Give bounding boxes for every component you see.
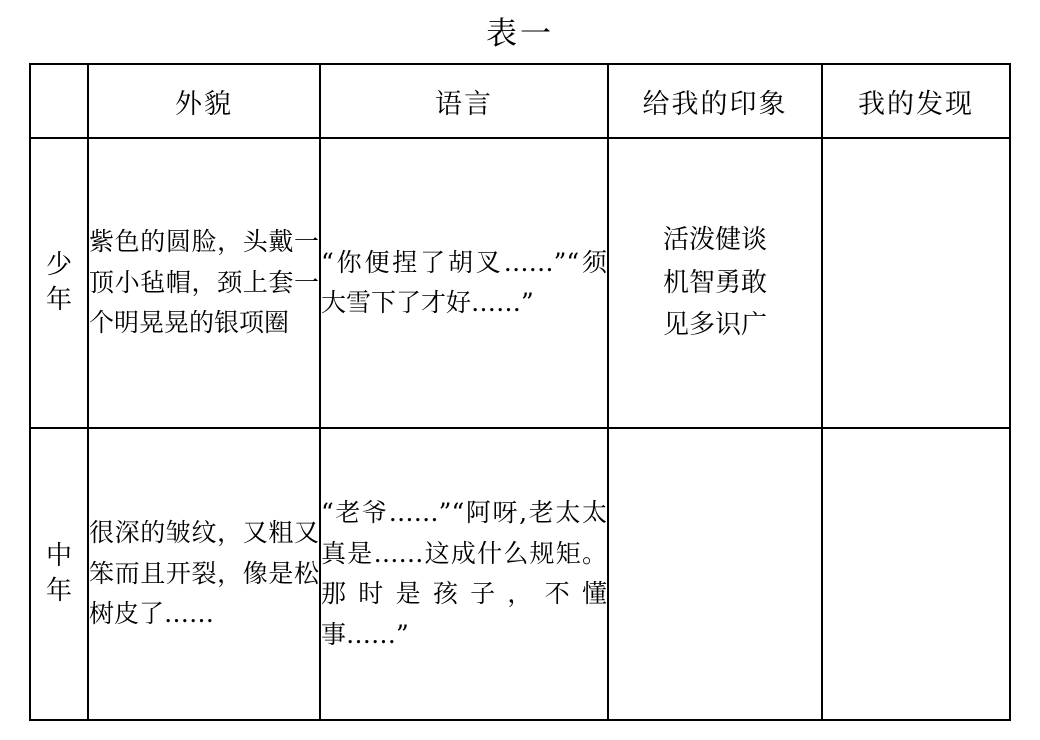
cell-text: 紫色的圆脸，头戴一顶小毡帽，颈上套一个明晃晃的银项圈 xyxy=(89,227,319,338)
table-header-cell-finding xyxy=(822,64,1010,138)
cell-appearance-youth xyxy=(88,138,320,428)
column-header-impression: 给我的印象 xyxy=(642,88,788,120)
cell-text: 很深的皱纹，又粗又笨而且开裂，像是松树皮了…… xyxy=(89,518,319,629)
stage-char: 年 xyxy=(45,576,72,606)
cell-impression-middle-age xyxy=(608,428,822,720)
cell-appearance-middle-age xyxy=(88,428,320,720)
row-label-youth xyxy=(30,138,88,428)
cell-text: 活泼健谈 xyxy=(662,224,767,255)
cell-text: 机智勇敢 xyxy=(662,267,767,298)
table-header-cell-stage xyxy=(30,64,88,138)
column-header-finding: 我的发现 xyxy=(858,88,974,120)
cell-text: 见多识广 xyxy=(662,310,767,341)
row-label-middle-age xyxy=(30,428,88,720)
stage-label xyxy=(31,248,87,318)
table-header-cell-language xyxy=(320,64,608,138)
stage-char: 少 xyxy=(45,249,72,280)
column-header-appearance: 外貌 xyxy=(175,88,233,120)
cell-impression-youth xyxy=(608,138,822,428)
comparison-table xyxy=(29,63,1011,721)
table-header-cell-impression xyxy=(608,64,822,138)
page-title: 表一 xyxy=(486,16,554,52)
cell-finding-middle-age xyxy=(822,428,1010,720)
column-header-language: 语言 xyxy=(435,88,493,120)
cell-text: “你便捏了胡叉……”“须大雪下了才好……” xyxy=(321,247,607,317)
cell-language-middle-age xyxy=(320,428,608,720)
table-row xyxy=(30,138,1010,428)
table-row xyxy=(30,428,1010,720)
stage-label xyxy=(31,539,87,609)
table-header-row xyxy=(30,64,1010,138)
table-header-cell-appearance xyxy=(88,64,320,138)
cell-finding-youth xyxy=(822,138,1010,428)
cell-text: “老爷……”“阿呀,老太太真是……这成什么规矩。那时是孩子，不懂事……” xyxy=(321,498,607,649)
cell-language-youth xyxy=(320,138,608,428)
stage-char: 年 xyxy=(45,285,72,315)
stage-char: 中 xyxy=(45,540,72,571)
